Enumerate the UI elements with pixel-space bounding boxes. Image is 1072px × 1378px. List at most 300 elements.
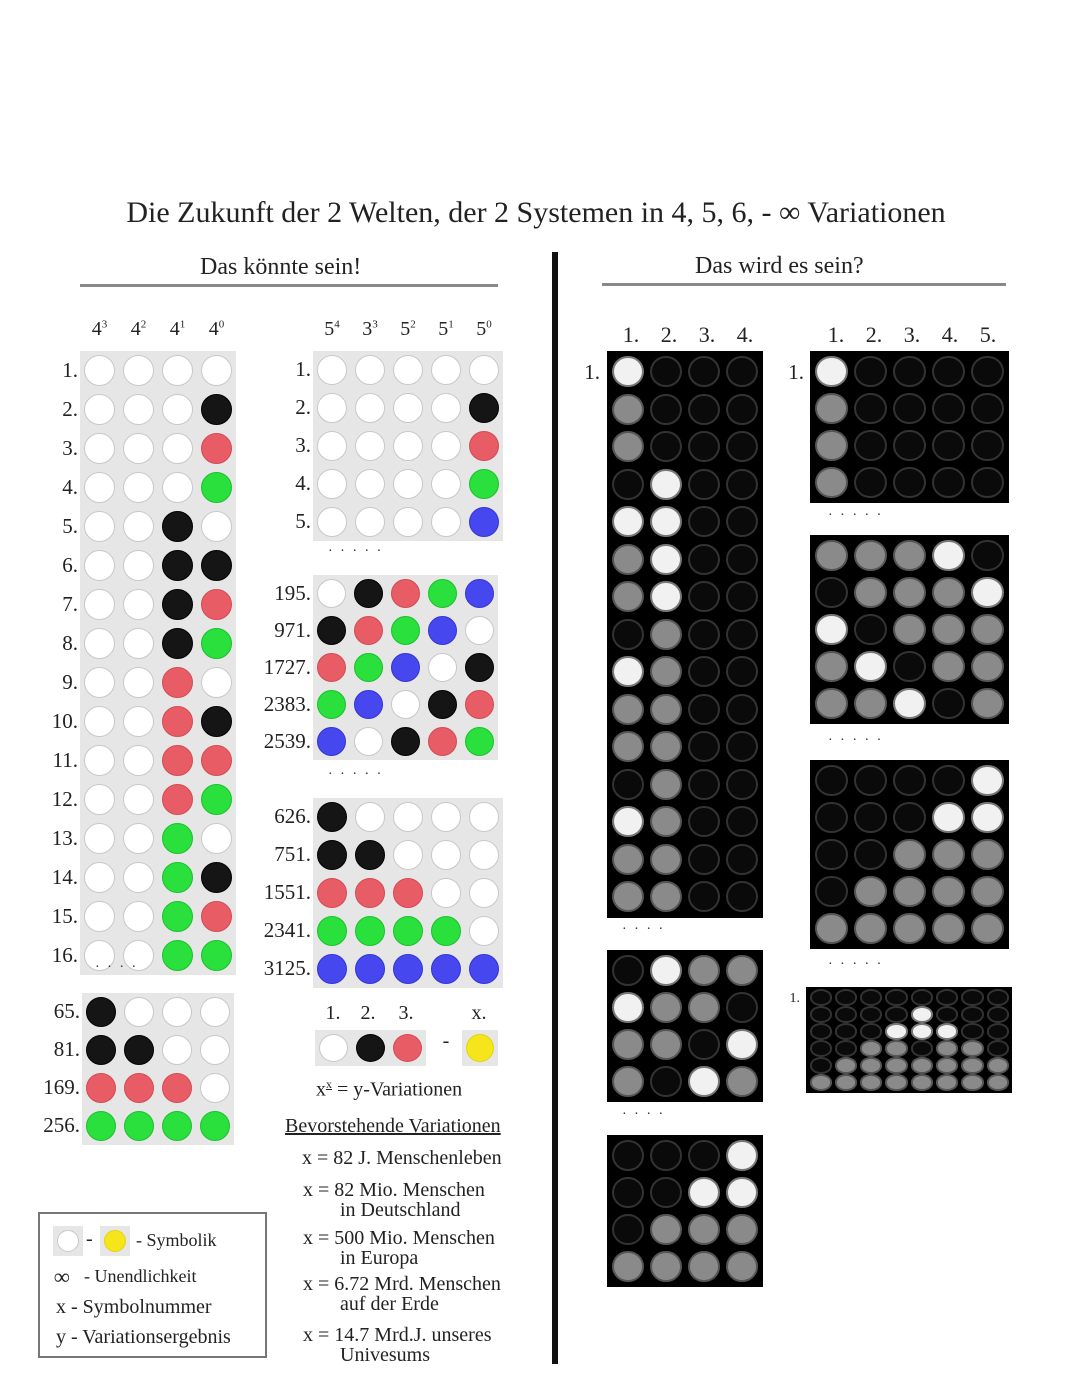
circle-cell (851, 873, 890, 910)
circle-cell (723, 578, 761, 616)
black-circle (317, 840, 347, 870)
white-circle (431, 840, 461, 870)
circle-cell (80, 429, 119, 468)
green-circle (201, 628, 232, 659)
circle-grid (82, 993, 234, 1145)
circle-cell (196, 1031, 234, 1069)
black-circle (989, 1008, 1007, 1020)
row-label: 16. (51, 943, 78, 967)
circle-cell (859, 1057, 884, 1074)
circle-cell (723, 1063, 761, 1100)
circle-cell (851, 648, 890, 685)
red-circle (201, 433, 232, 464)
black-circle (856, 767, 884, 794)
gray-circle (652, 1216, 679, 1243)
circle-cell (82, 1031, 120, 1069)
gray-circle (973, 616, 1001, 643)
circle-cell (812, 762, 851, 799)
circle-cell (389, 798, 427, 836)
gray-circle (973, 841, 1001, 868)
row-label: 12. (51, 787, 78, 811)
gray-circle (963, 1042, 981, 1054)
circle-cell (120, 1107, 158, 1145)
white-circle (319, 1034, 348, 1062)
black-circle (989, 1042, 1007, 1054)
circle-cell (851, 353, 890, 390)
gray-circle (817, 432, 845, 459)
circle-cell (812, 648, 851, 685)
circle-cell (387, 612, 424, 649)
black-circle (614, 957, 641, 984)
white-circle (431, 802, 461, 832)
gray-circle (652, 1031, 679, 1058)
white-circle (84, 472, 115, 503)
white-circle (124, 997, 154, 1027)
circle-cell (647, 391, 685, 429)
circle-cell (647, 1248, 685, 1285)
gray-circle (652, 994, 679, 1021)
red-circle (201, 745, 232, 776)
circle-cell (960, 1040, 985, 1057)
row-label: 195. (274, 581, 311, 605)
circle-cell (158, 507, 197, 546)
circle-cell (723, 1137, 761, 1174)
circle-cell (909, 1006, 934, 1023)
white-circle (84, 511, 115, 542)
circle-cell (808, 1057, 833, 1074)
row-label: 81. (53, 1037, 80, 1061)
circle-cell (119, 390, 158, 429)
white-circle (355, 355, 385, 385)
white-circle (355, 431, 385, 461)
white-circle (84, 589, 115, 620)
red-circle (86, 1073, 116, 1103)
white-circle (934, 542, 962, 569)
gray-circle (973, 653, 1001, 680)
gray-circle (690, 994, 717, 1021)
circle-cell (389, 874, 427, 912)
circle-cell (723, 1174, 761, 1211)
upcoming-item: x = 6.72 Mrd. Menschen (303, 1273, 501, 1295)
blue-circle (391, 653, 420, 682)
infinity-icon: ∞ (54, 1264, 70, 1289)
blue-circle (354, 690, 383, 719)
circle-cell (465, 465, 503, 503)
gray-circle (963, 1076, 981, 1088)
white-circle (391, 690, 420, 719)
circle-cell (929, 574, 968, 611)
circle-cell (313, 912, 351, 950)
circle-cell (985, 1057, 1010, 1074)
symbol-number-2: 2. (360, 1002, 376, 1024)
row-label: 6. (62, 553, 78, 577)
gray-circle (614, 546, 641, 573)
white-circle (614, 994, 641, 1021)
blue-circle (393, 954, 423, 984)
circle-cell (80, 780, 119, 819)
circle-cell (461, 723, 498, 760)
row-label: 10. (51, 709, 78, 733)
circle-cell (82, 1069, 120, 1107)
circle-cell (968, 799, 1007, 836)
circle-cell (119, 702, 158, 741)
black-circle (887, 1008, 905, 1020)
white-circle (431, 507, 461, 537)
gray-circle (934, 653, 962, 680)
white-circle (84, 433, 115, 464)
white-circle (123, 901, 154, 932)
power-base: 5 (400, 318, 411, 340)
circle-cell (609, 1174, 647, 1211)
circle-cell (833, 1023, 858, 1040)
circle-cell (890, 873, 929, 910)
circle-cell (313, 686, 350, 723)
gray-circle (614, 696, 641, 723)
circle-cell (197, 858, 236, 897)
circle-cell (929, 648, 968, 685)
black-circle (862, 1025, 880, 1037)
upcoming-item-detail: in Europa (340, 1247, 419, 1269)
circle-cell (82, 993, 120, 1031)
green-circle (124, 1111, 154, 1141)
power-exponent: 3 (372, 318, 378, 331)
power-exponent: 2 (140, 318, 147, 331)
green-circle (355, 916, 385, 946)
white-circle (428, 653, 457, 682)
circle-cell (884, 989, 909, 1006)
symbol-yellow (462, 1030, 498, 1066)
circle-cell (389, 389, 427, 427)
black-circle (652, 433, 679, 460)
circle-cell (351, 798, 389, 836)
circle-cell (119, 858, 158, 897)
gray-circle (856, 690, 884, 717)
white-circle (84, 394, 115, 425)
white-circle (123, 745, 154, 776)
circle-cell (197, 468, 236, 507)
white-circle (201, 355, 232, 386)
gray-circle (614, 1031, 641, 1058)
row-label: 2341. (263, 918, 311, 942)
circle-cell (647, 952, 685, 989)
white-circle (162, 394, 193, 425)
white-circle (393, 355, 423, 385)
black-circle (690, 846, 717, 873)
power-exponent: 0 (218, 318, 225, 331)
power-base: 4 (91, 318, 102, 340)
white-circle (162, 355, 193, 386)
column-number: 4. (941, 322, 959, 347)
circle-grid (313, 351, 503, 541)
circle-cell (929, 537, 968, 574)
circle-cell (424, 612, 461, 649)
circle-cell (812, 873, 851, 910)
circle-cell (80, 390, 119, 429)
circle-cell (723, 952, 761, 989)
circle-cell (351, 427, 389, 465)
circle-cell (313, 427, 351, 465)
white-circle (973, 804, 1001, 831)
circle-cell (812, 910, 851, 947)
circle-cell (934, 1006, 959, 1023)
gray-circle (837, 1076, 855, 1088)
circle-cell (465, 874, 503, 912)
white-circle (431, 355, 461, 385)
gray-circle (934, 579, 962, 606)
gray-circle (614, 433, 641, 460)
black-circle (837, 991, 855, 1003)
circle-cell (960, 989, 985, 1006)
black-circle (201, 394, 232, 425)
circle-cell (387, 649, 424, 686)
left-heading: Das könnte sein! (200, 254, 362, 280)
power-exponent: 0 (486, 318, 492, 331)
circle-cell (350, 649, 387, 686)
circle-cell (851, 390, 890, 427)
green-circle (201, 940, 232, 971)
green-circle (162, 823, 193, 854)
ellipsis: · · · · · (828, 957, 884, 972)
row-label: 3125. (263, 956, 311, 980)
circle-cell (119, 585, 158, 624)
circle-cell (465, 389, 503, 427)
circle-cell (833, 1040, 858, 1057)
circle-cell (929, 427, 968, 464)
black-circle (856, 395, 884, 422)
white-circle (431, 469, 461, 499)
yellow-circle (466, 1034, 494, 1062)
gray-circle (728, 1216, 755, 1243)
circle-cell (968, 685, 1007, 722)
circle-cell (158, 741, 197, 780)
circle-cell (389, 503, 427, 541)
gray-circle (913, 1076, 931, 1088)
gray-circle (973, 915, 1001, 942)
white-circle (728, 1031, 755, 1058)
gray-circle (934, 841, 962, 868)
circle-cell (968, 427, 1007, 464)
circle-cell (968, 648, 1007, 685)
circle-cell (647, 728, 685, 766)
gray-circle (895, 915, 923, 942)
circle-cell (465, 950, 503, 988)
row-label: 14. (51, 865, 78, 889)
gray-circle (938, 1076, 956, 1088)
row-label: 4. (295, 471, 311, 495)
gray-circle (913, 1059, 931, 1071)
circle-cell (647, 1137, 685, 1174)
right-row-label-1: 1. (789, 991, 800, 1006)
black-circle (963, 1025, 981, 1037)
black-circle (690, 396, 717, 423)
circle-cell (808, 1074, 833, 1091)
circle-cell (461, 686, 498, 723)
column-number: 1. (827, 322, 845, 347)
white-circle (317, 431, 347, 461)
circle-cell (890, 910, 929, 947)
white-circle (162, 1035, 192, 1065)
circle-cell (685, 691, 723, 729)
black-circle (895, 469, 923, 496)
vertical-divider (552, 252, 558, 1364)
white-circle (123, 862, 154, 893)
circle-cell (609, 1063, 647, 1100)
gray-circle (856, 915, 884, 942)
row-label: 2. (62, 397, 78, 421)
gray-circle (895, 579, 923, 606)
legend-symbolik: - Symbolik (136, 1230, 217, 1250)
formula (316, 1074, 462, 1100)
black-circle (162, 511, 193, 542)
upcoming-item: x = 82 J. Menschenleben (302, 1147, 502, 1169)
power-label (351, 318, 389, 341)
circle-cell (119, 624, 158, 663)
circle-cell (609, 466, 647, 504)
circle-cell (833, 1057, 858, 1074)
circle-cell (884, 1006, 909, 1023)
circle-cell (929, 685, 968, 722)
circle-cell (80, 351, 119, 390)
circle-cell (427, 427, 465, 465)
white-circle (123, 550, 154, 581)
black-circle (469, 393, 499, 423)
black-circle (934, 690, 962, 717)
circle-cell (158, 390, 197, 429)
circle-cell (351, 836, 389, 874)
circle-cell (465, 503, 503, 541)
black-circle (862, 991, 880, 1003)
circle-cell (929, 910, 968, 947)
white-circle (200, 1073, 230, 1103)
white-circle (393, 840, 423, 870)
gray-circle (817, 395, 845, 422)
circle-cell (723, 353, 761, 391)
circle-cell (647, 616, 685, 654)
circle-cell (389, 465, 427, 503)
white-circle (465, 616, 494, 645)
upcoming-item: x = 500 Mio. Menschen (303, 1227, 495, 1249)
gray-circle (690, 1253, 717, 1280)
black-circle (812, 1008, 830, 1020)
row-label: 751. (274, 842, 311, 866)
black-circle (728, 883, 755, 910)
power-exponent: 1 (448, 318, 454, 331)
circle-cell (158, 429, 197, 468)
circle-cell (685, 878, 723, 916)
circle-cell (197, 936, 236, 975)
white-circle (84, 745, 115, 776)
black-circle (812, 1059, 830, 1071)
white-circle (614, 358, 641, 385)
row-label: 3. (62, 436, 78, 460)
circle-cell (119, 351, 158, 390)
circle-cell (685, 503, 723, 541)
circle-cell (351, 912, 389, 950)
gray-circle (614, 1068, 641, 1095)
circle-grid (315, 1030, 426, 1066)
white-circle (200, 1035, 230, 1065)
green-circle (162, 940, 193, 971)
gray-circle (728, 957, 755, 984)
power-label (197, 318, 236, 341)
white-circle (614, 508, 641, 535)
circle-cell (685, 1211, 723, 1248)
circle-cell (884, 1023, 909, 1040)
gray-circle (652, 883, 679, 910)
circle-cell (609, 952, 647, 989)
circle-cell (723, 466, 761, 504)
circle-cell (427, 465, 465, 503)
circle-cell (313, 612, 350, 649)
circle-cell (609, 1248, 647, 1285)
circle-cell (647, 1063, 685, 1100)
circle-cell (197, 819, 236, 858)
circle-cell (120, 1069, 158, 1107)
gray-circle (817, 542, 845, 569)
circle-cell (196, 993, 234, 1031)
circle-cell (158, 351, 197, 390)
circle-cell (909, 1074, 934, 1091)
gray-circle (652, 808, 679, 835)
black-circle (690, 658, 717, 685)
circle-cell (723, 653, 761, 691)
circle-cell (427, 836, 465, 874)
power-label (313, 318, 351, 341)
circle-cell (350, 686, 387, 723)
black-circle (428, 690, 457, 719)
black-circle (690, 733, 717, 760)
black-circle (973, 469, 1001, 496)
circle-cell (968, 836, 1007, 873)
gray-circle (989, 1059, 1007, 1071)
circle-cell (424, 723, 461, 760)
black-circle (837, 1008, 855, 1020)
white-circle (652, 471, 679, 498)
power-base: 4 (169, 318, 180, 340)
white-circle (652, 546, 679, 573)
white-circle (728, 1142, 755, 1169)
gray-circle (614, 733, 641, 760)
black-circle (690, 433, 717, 460)
right-heading: Das wird es sein? (695, 253, 864, 279)
circle-cell (80, 585, 119, 624)
circle-cell (647, 466, 685, 504)
circle-cell (960, 1074, 985, 1091)
circle-cell (812, 836, 851, 873)
black-circle (690, 1142, 717, 1169)
circle-cell (158, 1069, 196, 1107)
white-circle (973, 579, 1001, 606)
black-circle (690, 471, 717, 498)
circle-cell (197, 546, 236, 585)
black-circle (652, 1179, 679, 1206)
black-circle (895, 395, 923, 422)
green-circle (201, 472, 232, 503)
circle-cell (313, 575, 350, 612)
white-circle (201, 667, 232, 698)
circle-cell (465, 912, 503, 950)
circle-cell (833, 1006, 858, 1023)
gray-circle (856, 542, 884, 569)
gray-circle (690, 1216, 717, 1243)
column-number: 3. (698, 322, 716, 347)
black-circle (690, 883, 717, 910)
circle-cell (647, 353, 685, 391)
circle-cell (313, 351, 351, 389)
circle-cell (929, 799, 968, 836)
circle-cell (609, 1137, 647, 1174)
circle-cell (685, 989, 723, 1026)
